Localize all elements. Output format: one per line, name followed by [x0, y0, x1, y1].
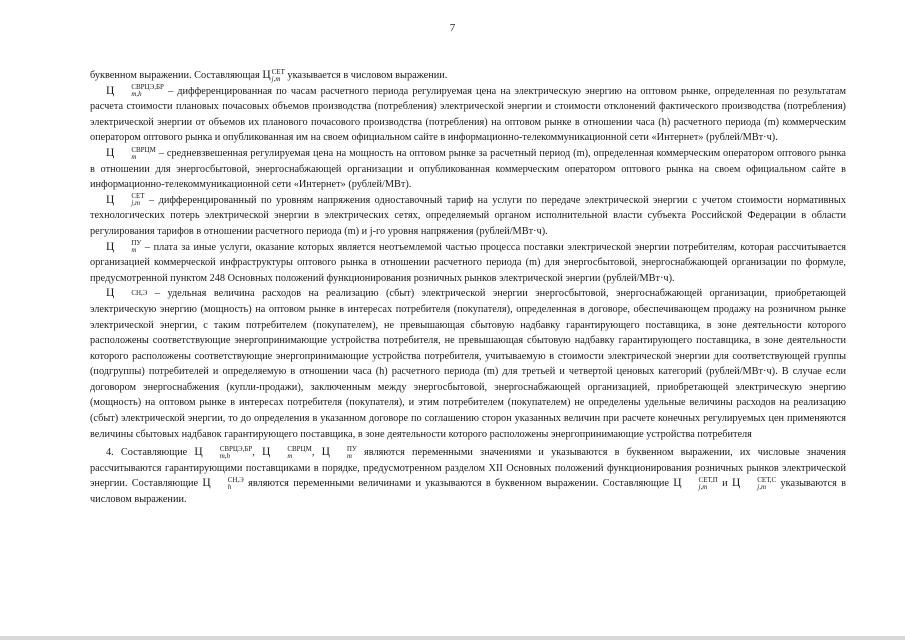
- text-run: ,: [252, 447, 262, 459]
- definition-text: – средневзвешенная регулируемая цена на мощность на оптовом рынке за расчетный период (m), определенная коммерческим оператором оптового рынка в отношении для энергосбытовой, энергоснабжающей организации и опубликованная коммерческим оператором оптового рынка на своем официальном сайте в информационно-телекоммуникационной сети «Интернет» (рублей/МВт).: [90, 147, 846, 191]
- definition-paragraph: [90, 193, 846, 240]
- formula-symbol: Ц СВРЦМ m: [106, 145, 156, 161]
- formula-symbol: Ц СЕТ,П j,m: [673, 476, 718, 492]
- text-run: являются переменными величинами и указываются в буквенном выражении. Составляющие: [243, 478, 674, 490]
- formula-symbol: Ц СВРЦЭ,БР m,h: [106, 83, 164, 99]
- definition-paragraph: [90, 240, 846, 287]
- definition-text: – дифференцированный по уровням напряжения одноставочный тариф на услуги по передаче электрической энергии с учетом стоимости нормативных технологических потерь электрической энергии в электрических сетях, определяемый органом исполнительной власти субъекта Российской Федерации в области регулирования тарифов в отношении расчетного периода (m) и j-го уровня напряжения (рублей/МВт·ч).: [90, 194, 846, 237]
- page-bottom-edge: [0, 636, 905, 640]
- formula-symbol: Ц СЕТ j,m: [262, 67, 285, 83]
- text-run: буквенном выражении. Составляющая: [90, 70, 263, 81]
- text-run: и: [717, 478, 732, 490]
- definition-paragraph: [90, 146, 846, 193]
- definition-text: – дифференцированная по часам расчетного периода регулируемая цена на электрическую энергию на оптовом рынке, определенная по результатам расчета стоимости плановых почасовых объемов производства (потребления) электрической энергии и стоимости отклонений фактического производства (потребления) электрической энергии от объемов их планового почасового производства (потребления) на оптовом рынке в отношении часа (h) расчетного периода (m) коммерческим оператором оптового рынка и опубликованная им на своем официальном сайте в информационно-телекоммуникационной сети «Интернет» (рублей/МВт·ч).: [90, 85, 846, 144]
- definition-text: – плата за иные услуги, оказание которых является неотъемлемой частью процесса поставки электрической энергии потребителям, которая рассчитывается организацией коммерческой инфраструктуры оптового рынка в отношении расчетного периода (m) для энергосбытовой, энергоснабжающей организации по формуле, предусмотренной пунктом 248 Основных положений функционирования розничных рынков электрической энергии (рублей/МВт·ч).: [90, 241, 846, 284]
- paragraph-continuation: [90, 68, 846, 84]
- definition-text: – удельная величина расходов на реализацию (сбыт) электрической энергии энергосбытовой, энергоснабжающей организации, приобретающей электрическую энергию (мощность) на оптовом рынке в интересах потребителя (покупателя), определенная в договоре, обеспечивающем продажу на розничном рынке электрической энергии, с таким потребителем (покупателем), не превышающая сбытовую надбавку гарантирующего поставщика, в зоне деятельности которого расположены соответствующие энергопринимающие устройства потребителя, не превышающая сбытовую надбавку гарантирующего поставщика, в зоне деятельности которого расположены соответствующие энергопринимающие устройства потребителя, учитываемую в стоимости электрической энергии для соответствующей группы (подгруппы) потребителей и определяемую в отношении часа (h) расчетного периода (m) для третьей и четвертой ценовых категорий (рублей/МВт·ч). В случае если договором энергоснабжения (купли-продажи), заключенным между энергосбытовой, энергоснабжающей организацией, приобретающей электрическую энергию (мощность) на оптовом рынке в интересах потребителя (покупателя), и этим потребителем (покупателем) не определены удельные величины расходов на реализацию (сбыт) электрической энергии, то до определения в указанном договоре по соглашению сторон указанных величин при расчете конечных регулируемых цен применяются величины сбытовых надбавок гарантирующего поставщика, в зоне деятельности которого расположены энергопринимающие устройства потребителя: [90, 288, 846, 440]
- document-body: [90, 68, 846, 508]
- formula-symbol: Ц СЕТ j,m: [106, 192, 145, 208]
- definition-paragraph: [90, 84, 846, 146]
- text-run: 4. Составляющие: [106, 447, 195, 459]
- formula-symbol: Ц СЕТ,С j,m: [731, 476, 777, 492]
- formula-symbol: Ц ПУ m: [321, 444, 357, 460]
- formula-symbol: Ц СН,Э h: [202, 476, 244, 492]
- text-run: указывается в числовом выражении.: [284, 70, 448, 81]
- definition-paragraph: [90, 286, 846, 442]
- formula-symbol: Ц СВРЦЭ,БР m,h: [194, 444, 253, 460]
- text-run: указываются в числовом выражении.: [90, 478, 846, 506]
- text-run: ,: [311, 447, 322, 459]
- formula-symbol: Ц СВРЦМ m: [262, 444, 312, 460]
- numbered-paragraph-4: [90, 445, 846, 507]
- formula-symbol: Ц СН,Э: [106, 287, 148, 300]
- formula-symbol: Ц ПУ m: [106, 239, 142, 255]
- text-run: являются переменными значениями и указываются в буквенном выражении, их числовые значения рассчитываются гарантирующими поставщиками в порядке, предусмотренном разделом XII Основных положений функционирования розничных рынков электрической энергии. Составляющие: [90, 447, 847, 490]
- page-number: 7: [449, 22, 456, 34]
